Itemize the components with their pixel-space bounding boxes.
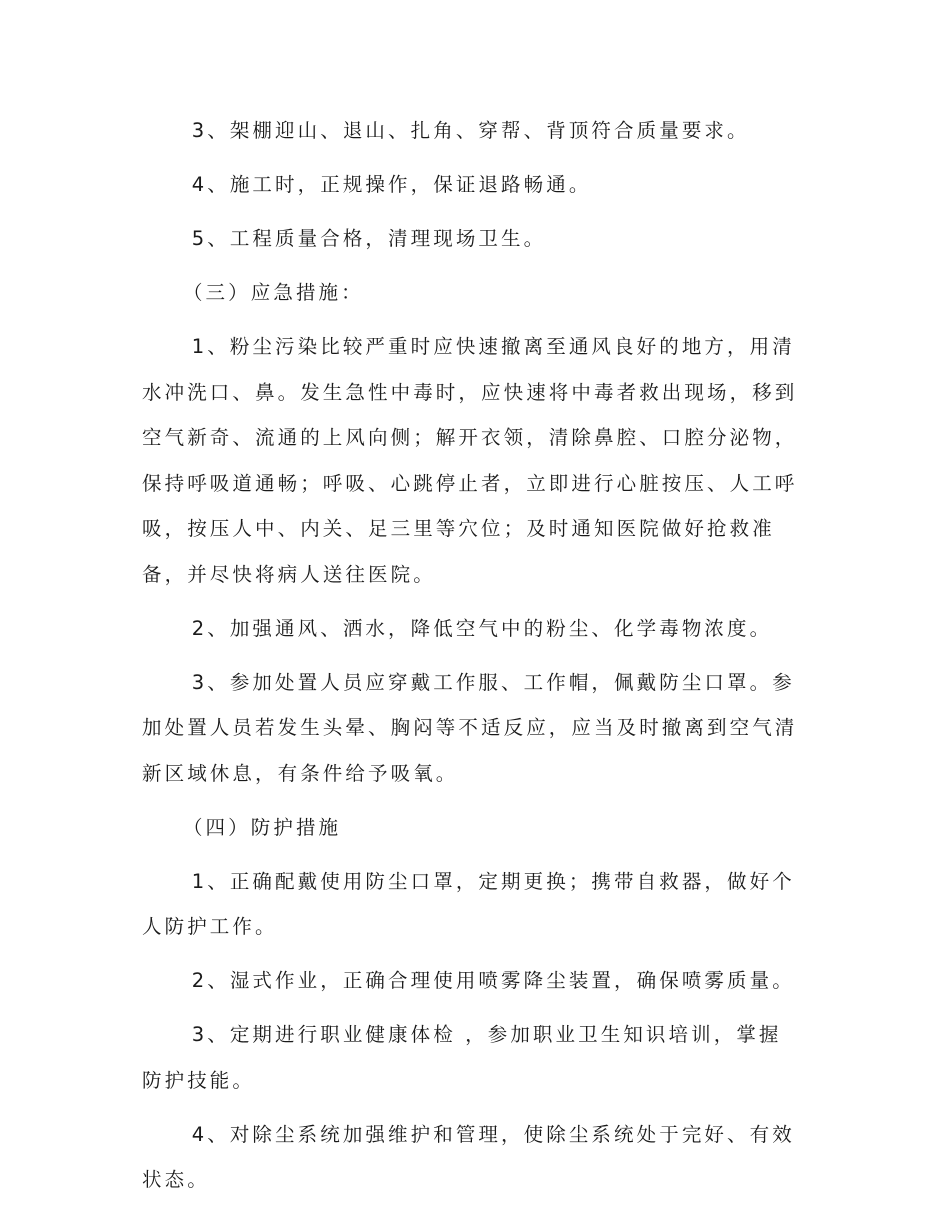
paragraph-protection-3: 3、定期进行职业健康体检 ，参加职业卫生知识培训，掌握防护技能。 <box>142 1023 782 1092</box>
paragraph-protection-1: 1、正确配戴使用防尘口罩，定期更换；携带自救器，做好个人防护工作。 <box>142 869 795 938</box>
document-body <box>142 108 802 1211</box>
paragraph-protection-2: 2、湿式作业，正确合理使用喷雾降尘装置，确保喷雾质量。 <box>191 969 795 992</box>
section-heading-protective-measures: （四）防护措施 <box>182 815 342 839</box>
paragraph-emergency-3: 3、参加处置人员应穿戴工作服、工作帽，佩戴防尘口罩。参加处置人员若发生头晕、胸闷等不适反应，应当及时撤离到空气清新区域休息，有条件给予吸氧。 <box>142 670 798 785</box>
paragraph-item-3-shed-quality: 3、架棚迎山、退山、扎角、穿帮、背顶符合质量要求。 <box>191 119 750 142</box>
paragraph-item-4-construction: 4、施工时，正规操作，保证退路畅通。 <box>191 173 592 196</box>
paragraph-protection-4: 4、对除尘系统加强维护和管理，使除尘系统处于完好、有效状态。 <box>142 1122 795 1191</box>
section-heading-emergency-measures: （三）应急措施： <box>182 281 364 304</box>
paragraph-emergency-1: 1、粉尘污染比较严重时应快速撤离至通风良好的地方，用清水冲洗口、鼻。发生急性中毒时，应快速将中毒者救出现场，移到空气新奇、流通的上风向侧；解开衣领，清除鼻腔、口腔分泌物，保持呼吸道通畅；呼吸、心跳停止者，立即进行心脏按压、人工呼吸，按压人中、内关、足三里等穴位；及时通知医院做好抢救准备，并尽快将病人送往医院。 <box>142 335 798 586</box>
paragraph-item-5-quality-cleanup: 5、工程质量合格，清理现场卫生。 <box>191 227 547 250</box>
paragraph-emergency-2: 2、加强通风、洒水，降低空气中的粉尘、化学毒物浓度。 <box>191 616 773 640</box>
